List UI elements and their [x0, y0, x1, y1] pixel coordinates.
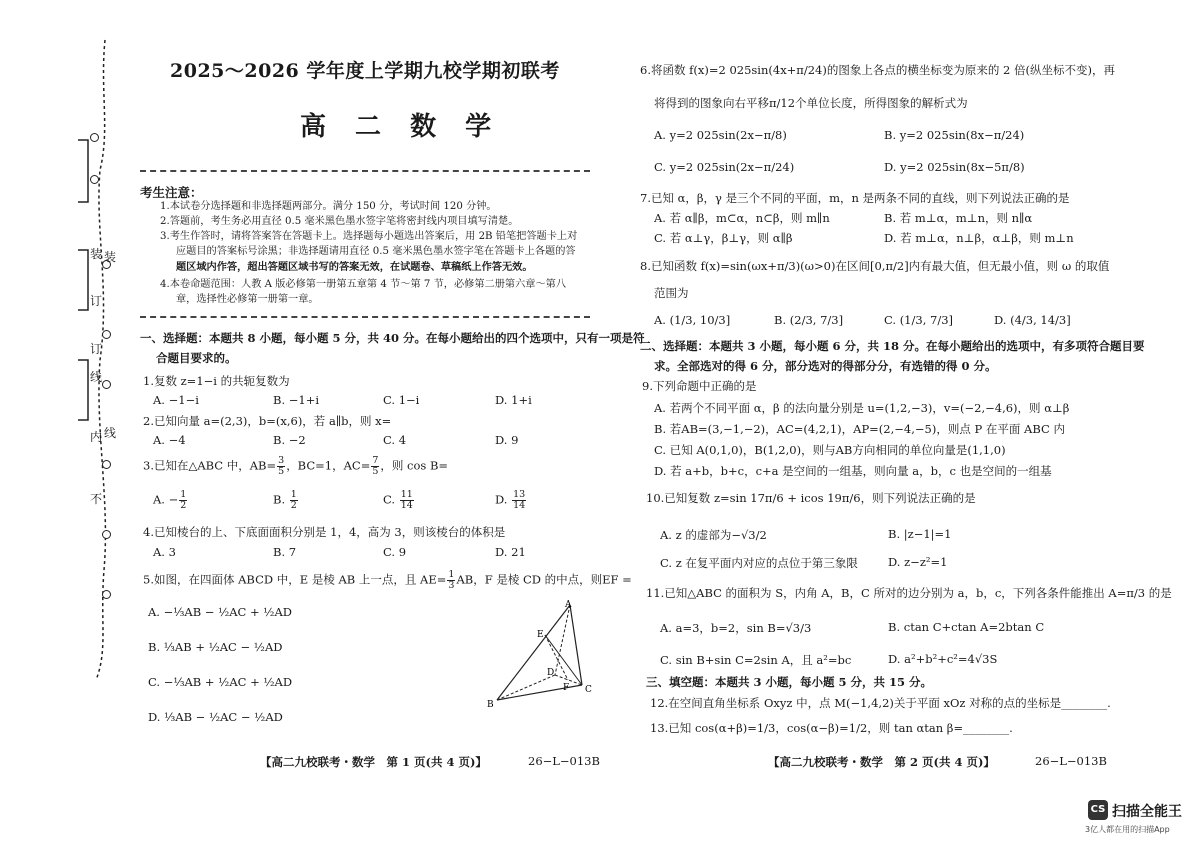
question-6: 6.将函数 f(x)=2 025sin(4x+π/24)的图象上各点的横坐标变为原来的 2 倍(纵坐标不变)，再 [640, 63, 1115, 77]
fig-label: A [565, 600, 572, 610]
subject-title: 高 二 数 学 [300, 112, 502, 142]
option: B. 若 m⊥α，m⊥n，则 n∥α [884, 211, 1033, 225]
option: A. (1/3, 10/3] [654, 313, 731, 327]
notice-item: 2.答题前，考生务必用直径 0.5 毫米黑色墨水签字笔将密封线内项目填写清楚。 [160, 216, 519, 227]
binding-char: 订 [90, 342, 103, 356]
option: C. sin B+sin C=2sin A，且 a²=bc [660, 653, 852, 667]
page-footer: 【高二九校联考・数学 第 1 页(共 4 页)】 [260, 755, 487, 769]
option: C. 已知 A(0,1,0)，B(1,2,0)，则与AB方向相同的单位向量是(1,1,0) [654, 443, 1006, 457]
option: D. 若 a+b，b+c，c+a 是空间的一组基，则向量 a，b，c 也是空间的一组基 [654, 464, 1052, 478]
option: D. a²+b²+c²=4√3S [888, 652, 998, 666]
option: C. $\frac{11}{14}$ [383, 489, 413, 511]
fig-label: B [487, 700, 494, 710]
option: D. (4/3, 14/3] [994, 313, 1071, 327]
option: C. 4 [383, 433, 407, 447]
binding-char: 装 [90, 247, 103, 261]
question-12: 12.在空间直角坐标系 Oxyz 中，点 M(−1,4,2)关于平面 xOz 对称的点的坐标是________. [650, 696, 1111, 710]
option: C. 9 [383, 545, 407, 559]
option: A. −1−i [153, 393, 199, 407]
section-2-heading: 二、选择题：本题共 3 小题，每小题 6 分，共 18 分。在每小题给出的选项中，有多项符合题目要 [640, 339, 1145, 353]
scanner-logo-icon: CS [1088, 800, 1108, 820]
option: C. 若 α⊥γ，β⊥γ，则 α∥β [654, 231, 793, 245]
question-13: 13.已知 cos(α+β)=1/3，cos(α−β)=1/2，则 tan αtan β=________. [650, 721, 1013, 735]
option: A. y=2 025sin(2x−π/8) [654, 128, 787, 142]
notice-item: 4.本卷命题范围：人教 A 版必修第一册第五章第 4 节～第 7 节，必修第二册第六章～第八 [160, 279, 567, 290]
option: B. ctan C+ctan A=2btan C [888, 620, 1045, 634]
section-1-heading-cont: 合题目要求的。 [156, 351, 237, 365]
section-3-heading: 三、填空题：本题共 3 小题，每小题 5 分，共 15 分。 [646, 675, 933, 689]
option: D. $\frac{13}{14}$ [495, 489, 526, 511]
notice-item: 应题目的答案标号涂黑；非选择题请用直径 0.5 毫米黑色墨水签字笔在答题卡上各题的答 [176, 246, 576, 257]
option: C. y=2 025sin(2x−π/24) [654, 160, 795, 174]
question-8: 8.已知函数 f(x)=sin(ωx+π/3)(ω>0)在区间[0,π/2]内有最大值，但无最小值，则 ω 的取值 [640, 259, 1110, 273]
option: D. y=2 025sin(8x−5π/8) [884, 160, 1025, 174]
option: B. y=2 025sin(8x−π/24) [884, 128, 1025, 142]
option: B. −2 [273, 433, 306, 447]
fig-label: F [563, 683, 570, 693]
q3-text: 3.已知在△ABC 中，AB= [143, 458, 277, 473]
option: D. 21 [495, 545, 526, 559]
notice-item: 1.本试卷分选择题和非选择题两部分。满分 150 分，考试时间 120 分钟。 [160, 201, 497, 212]
question-1: 1.复数 z=1−i 的共轭复数为 [143, 374, 290, 388]
divider [140, 170, 590, 172]
fraction: $\frac{3}{5}$ [278, 455, 285, 477]
option: A. − $\frac{1}{2}$ [153, 489, 187, 511]
option: A. a=3，b=2，sin B=√3/3 [660, 621, 812, 635]
notice-item: 3.考生作答时，请将答案答在答题卡上。选择题每小题选出答案后，用 2B 铅笔把答题卡上对 [160, 231, 578, 242]
option: D. ⅓AB − ½AC − ½AD [148, 710, 283, 724]
notice-heading: 考生注意： [140, 185, 203, 200]
section-1-heading: 一、选择题：本题共 8 小题，每小题 5 分，共 40 分。在每小题给出的四个选项中，只有一项是符 [140, 331, 645, 345]
option: C. z 在复平面内对应的点位于第三象限 [660, 556, 858, 570]
fig-label: C [585, 685, 592, 695]
question-7: 7.已知 α，β，γ 是三个不同的平面，m，n 是两条不同的直线，则下列说法正确的是 [640, 191, 1070, 205]
option: D. 若 m⊥α，n⊥β，α⊥β，则 m⊥n [884, 231, 1074, 245]
notice-item: 题区域内作答，超出答题区域书写的答案无效，在试题卷、草稿纸上作答无效。 [176, 261, 533, 273]
option: D. 1+i [495, 393, 532, 407]
option: C. 1−i [383, 393, 420, 407]
option: A. 若 α∥β，m⊂α，n⊂β，则 m∥n [654, 211, 830, 225]
binding-char: 线 [90, 370, 103, 384]
option: B. |z−1|=1 [888, 527, 952, 541]
question-5: 5.如图，在四面体 ABCD 中，E 是棱 AB 上一点，且 AE= $\frac{1}{3}$ AB，F 是棱 CD 的中点，则EF = [143, 569, 632, 591]
option: C. (1/3, 7/3] [884, 313, 953, 327]
right-page [620, 0, 1200, 848]
question-3 [143, 456, 448, 477]
option: A. −4 [153, 433, 186, 447]
option: A. −⅓AB − ½AC + ½AD [148, 605, 292, 619]
tetrahedron-figure [485, 595, 605, 710]
binding-char: 线 [104, 426, 117, 440]
exam-title: 2025～2026 学年度上学期九校学期初联考 [170, 60, 560, 82]
option: D. z−z²=1 [888, 555, 948, 569]
question-8-cont: 范围为 [654, 286, 689, 300]
scanner-name: 扫描全能王 [1112, 804, 1182, 820]
option: A. z 的虚部为−√3/2 [660, 528, 767, 542]
option: B. 若AB=(3,−1,−2)，AC=(4,2,1)，AP=(2,−4,−5)，则点 P 在平面 ABC 内 [654, 422, 1065, 436]
option: C. −⅓AB + ½AC + ½AD [148, 675, 293, 689]
option: B. $\frac{1}{2}$ [273, 489, 297, 511]
page-footer: 【高二九校联考・数学 第 2 页(共 4 页)】 [768, 755, 995, 769]
fig-label: D [547, 668, 555, 678]
option: B. 7 [273, 545, 297, 559]
binding-char: 内 [90, 430, 103, 444]
option: B. (2/3, 7/3] [774, 313, 844, 327]
question-2: 2.已知向量 a=(2,3)，b=(x,6)，若 a∥b，则 x= [143, 414, 392, 428]
question-9: 9.下列命题中正确的是 [642, 379, 757, 393]
binding-char: 不 [90, 492, 103, 506]
notice-item: 章，选择性必修第一册第一章。 [176, 294, 319, 305]
question-10: 10.已知复数 z=sin 17π/6 + icos 19π/6，则下列说法正确的是 [646, 491, 976, 505]
option: B. −1+i [273, 393, 320, 407]
question-4: 4.已知棱台的上、下底面面积分别是 1，4，高为 3，则该棱台的体积是 [143, 525, 506, 539]
option: A. 3 [153, 545, 176, 559]
q3-text: ，BC=1，AC= [286, 458, 371, 473]
scanner-tagline: 3亿人都在用的扫描App [1085, 825, 1170, 834]
question-6-cont: 将得到的图象向右平移π/12个单位长度，所得图象的解析式为 [654, 96, 968, 110]
fig-label: E [537, 630, 544, 640]
binding-char: 装 [104, 250, 117, 264]
q3-text: ，则 cos B= [380, 458, 449, 473]
page-code: 26−L−013B [1035, 754, 1107, 768]
question-11: 11.已知△ABC 的面积为 S，内角 A，B，C 所对的边分别为 a，b，c，下列各条件能推出 A=π/3 的是 [646, 586, 1172, 600]
fraction: $\frac{7}{5}$ [372, 455, 379, 477]
divider [140, 316, 590, 318]
option: D. 9 [495, 433, 519, 447]
option: B. ⅓AB + ½AC − ½AD [148, 640, 283, 654]
page-code: 26−L−013B [528, 754, 600, 768]
option: A. 若两个不同平面 α，β 的法向量分别是 u=(1,2,−3)，v=(−2,−4,6)，则 α⊥β [654, 401, 1070, 415]
section-2-heading-cont: 求。全部选对的得 6 分，部分选对的得部分分，有选错的得 0 分。 [654, 359, 997, 373]
binding-char: 订 [90, 294, 103, 308]
